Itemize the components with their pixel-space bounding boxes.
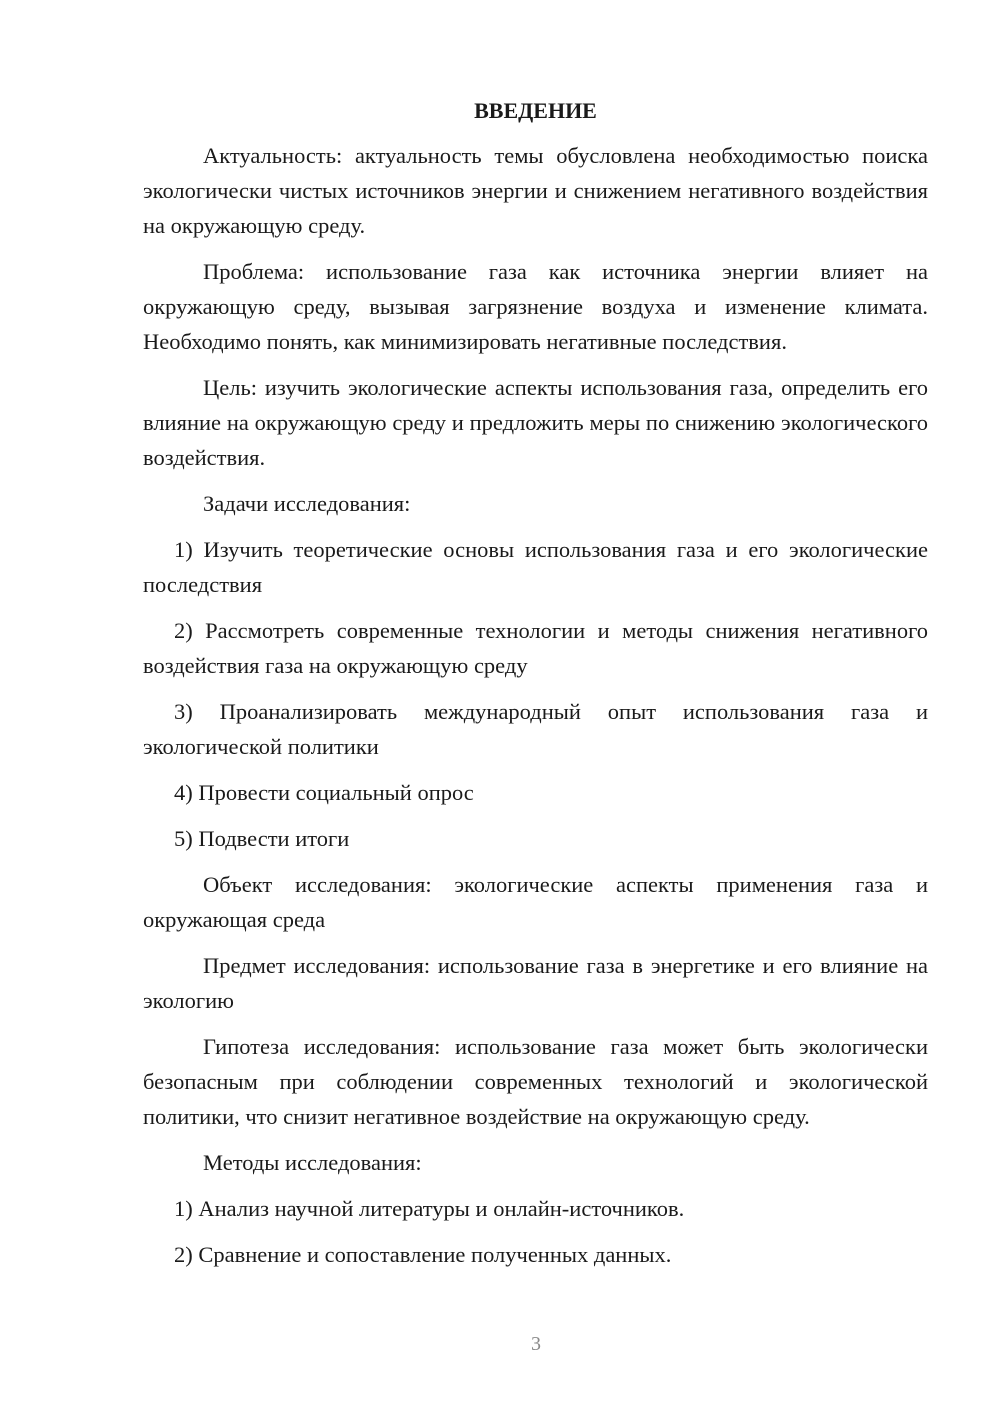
paragraph-hypothesis: Гипотеза исследования: использование газа может быть экологически безопасным при соблюдении современных технологий и экологической политики, что снизит негативное воздействие на окружающую среду. <box>143 1034 928 1129</box>
method-item-1: 1) Анализ научной литературы и онлайн-источников. <box>174 1196 685 1221</box>
task-item-2: 2) Рассмотреть современные технологии и методы снижения негативного воздействия газа на окружающую среду <box>143 618 928 678</box>
paragraph-subject: Предмет исследования: использование газа в энергетике и его влияние на экологию <box>143 953 928 1013</box>
page-content <box>143 93 928 1283</box>
paragraph-goal: Цель: изучить экологические аспекты использования газа, определить его влияние на окружающую среду и предложить меры по снижению экологического воздействия. <box>143 375 928 470</box>
task-item-5: 5) Подвести итоги <box>174 826 350 851</box>
page-title: ВВЕДЕНИЕ <box>474 98 597 123</box>
tasks-heading: Задачи исследования: <box>203 491 411 516</box>
task-item-1: 1) Изучить теоретические основы использования газа и его экологические последствия <box>143 537 928 597</box>
paragraph-problem: Проблема: использование газа как источника энергии влияет на окружающую среду, вызывая загрязнение воздуха и изменение климата. Необходимо понять, как минимизировать негативные последствия. <box>143 259 928 354</box>
task-item-3: 3) Проанализировать международный опыт использования газа и экологической политики <box>143 699 928 759</box>
methods-heading: Методы исследования: <box>203 1150 422 1175</box>
method-item-2: 2) Сравнение и сопоставление полученных данных. <box>174 1242 672 1267</box>
task-item-4: 4) Провести социальный опрос <box>174 780 474 805</box>
paragraph-object: Объект исследования: экологические аспекты применения газа и окружающая среда <box>143 872 928 932</box>
page-number: 3 <box>531 1333 541 1355</box>
paragraph-relevance: Актуальность: актуальность темы обусловлена необходимостью поиска экологически чистых источников энергии и снижением негативного воздействия на окружающую среду. <box>143 143 928 238</box>
